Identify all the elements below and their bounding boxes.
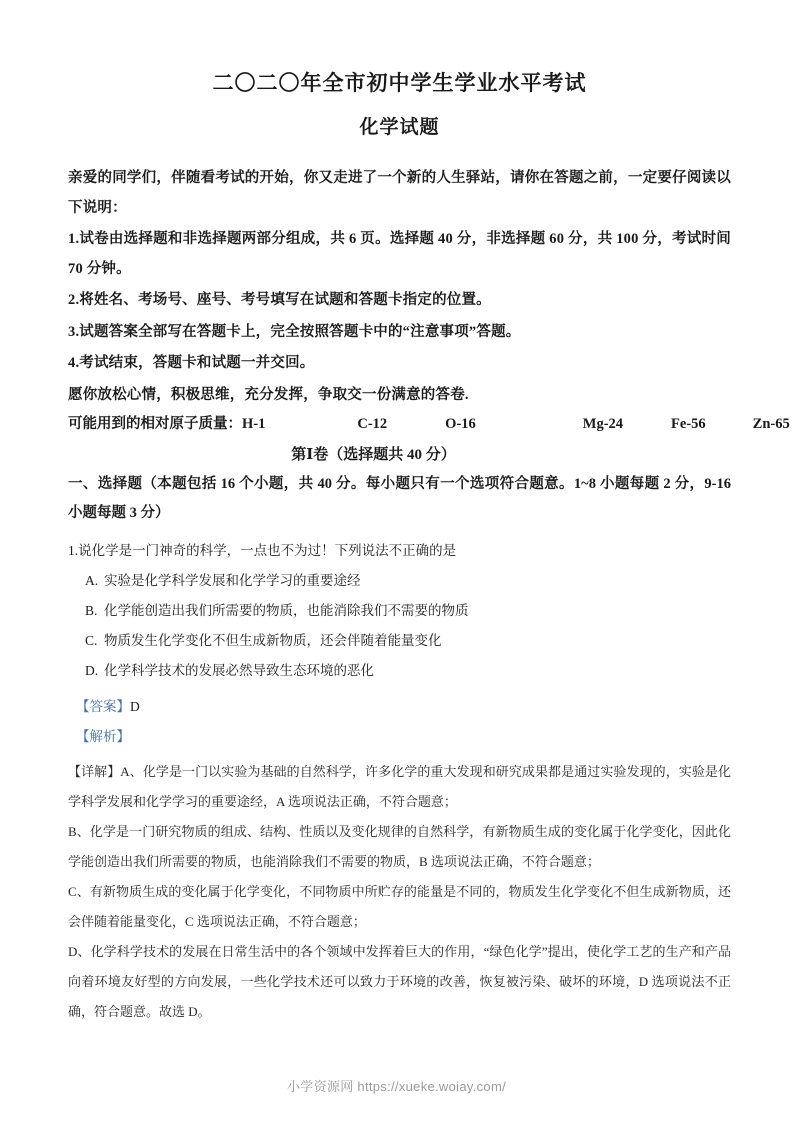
- option-b-letter: B.: [85, 602, 98, 618]
- option-c-text: 物质发生化学变化不但生成新物质，还会伴随着能量变化: [104, 632, 442, 648]
- atomic-mass-c: C-12: [357, 416, 388, 432]
- atomic-mass-zn: Zn-65: [752, 416, 790, 432]
- atomic-mass-row: [68, 410, 790, 440]
- option-d-text: 化学科学技术的发展必然导致生态环境的恶化: [104, 662, 374, 678]
- atomic-mass-label: 可能用到的相对原子质量：: [68, 416, 242, 432]
- instructions-block: [68, 164, 731, 410]
- explanation-a: 【详解】A、化学是一门以实验为基础的自然科学，许多化学的重大发现和研究成果都是通过实验发现的，实验是化学科学发展和化学学习的重要途经，A 选项说法正确，不符合题意；: [68, 763, 731, 809]
- instruction-item-2: 2.将姓名、考场号、座号、考号填写在试题和答题卡指定的位置。: [68, 292, 491, 308]
- answer-line: [68, 686, 731, 722]
- page-subtitle: 化学试题: [359, 117, 440, 138]
- instruction-wish: 愿你放松心情，积极思维，充分发挥，争取交一份满意的答卷.: [68, 386, 469, 403]
- analysis-line: [68, 722, 731, 752]
- atomic-mass-fe: Fe-56: [671, 416, 706, 432]
- answer-value: D: [130, 698, 140, 714]
- option-c-letter: C.: [85, 632, 98, 648]
- answer-tag: 【答案】: [76, 698, 130, 714]
- atomic-mass-mg: Mg-24: [582, 416, 624, 432]
- question-stem: 1.说化学是一门神奇的科学，一点也不为过！下列说法不正确的是: [68, 542, 457, 558]
- explanation-c: C、有新物质生成的变化属于化学变化，不同物质中所贮存的能量是不同的，物质发生化学变化不但生成新物质，还会伴随着能量变化，C 选项说法正确，不符合题意；: [68, 883, 731, 929]
- volume-heading: 第Ⅰ卷（选择题共 40 分）: [291, 446, 456, 463]
- instruction-item-4: 4.考试结束，答题卡和试题一并交回。: [68, 355, 315, 371]
- atomic-mass-h: H-1: [242, 416, 266, 432]
- instruction-greeting: 亲爱的同学们，伴随看考试的开始，你又走进了一个新的人生驿站，请你在答题之前，一定要仔阅读以下说明：: [68, 170, 731, 216]
- question-option-c: [68, 626, 731, 656]
- option-a-text: 实验是化学科学发展和化学学习的重要途经: [104, 572, 361, 588]
- watermark: 小学资源网 https://xueke.woiay.com/: [287, 1079, 506, 1094]
- option-a-letter: A.: [85, 572, 99, 588]
- explanation-b: B、化学是一门研究物质的组成、结构、性质以及变化规律的自然科学，有新物质生成的变化属于化学变化，因此化学能创造出我们所需要的物质，也能消除我们不需要的物质，B 选项说法正确，不符合题意；: [68, 823, 731, 869]
- question-option-a: [68, 566, 731, 596]
- instruction-item-1: 1.试卷由选择题和非选择题两部分组成，共 6 页。选择题 40 分，非选择题 60 分，共 100 分，考试时间 70 分钟。: [68, 231, 731, 277]
- analysis-tag: 【解析】: [76, 728, 130, 744]
- section-heading: 一、选择题（本题包括 16 个小题，共 40 分。每小题只有一个选项符合题意。1~8 小题每题 2 分，9-16 小题每题 3 分）: [68, 475, 731, 521]
- question-option-d: [68, 656, 731, 686]
- question-option-b: [68, 596, 731, 626]
- instruction-item-3: 3.试题答案全部写在答题卡上，完全按照答题卡中的“注意事项”答题。: [68, 323, 521, 340]
- atomic-mass-o: O-16: [445, 416, 476, 432]
- option-d-letter: D.: [85, 662, 99, 678]
- explanation-d: D、化学科学技术的发展在日常生活中的各个领域中发挥着巨大的作用，“绿色化学”提出，使化学工艺的生产和产品向着环境友好型的方向发展，一些化学技术还可以致力于环境的改善，恢复被污染、破坏的环境，D 选项说法不正确，符合题意。故选 D。: [68, 943, 731, 1019]
- option-b-text: 化学能创造出我们所需要的物质，也能消除我们不需要的物质: [104, 602, 469, 618]
- page-title: 二〇二〇年全市初中学生学业水平考试: [212, 71, 587, 95]
